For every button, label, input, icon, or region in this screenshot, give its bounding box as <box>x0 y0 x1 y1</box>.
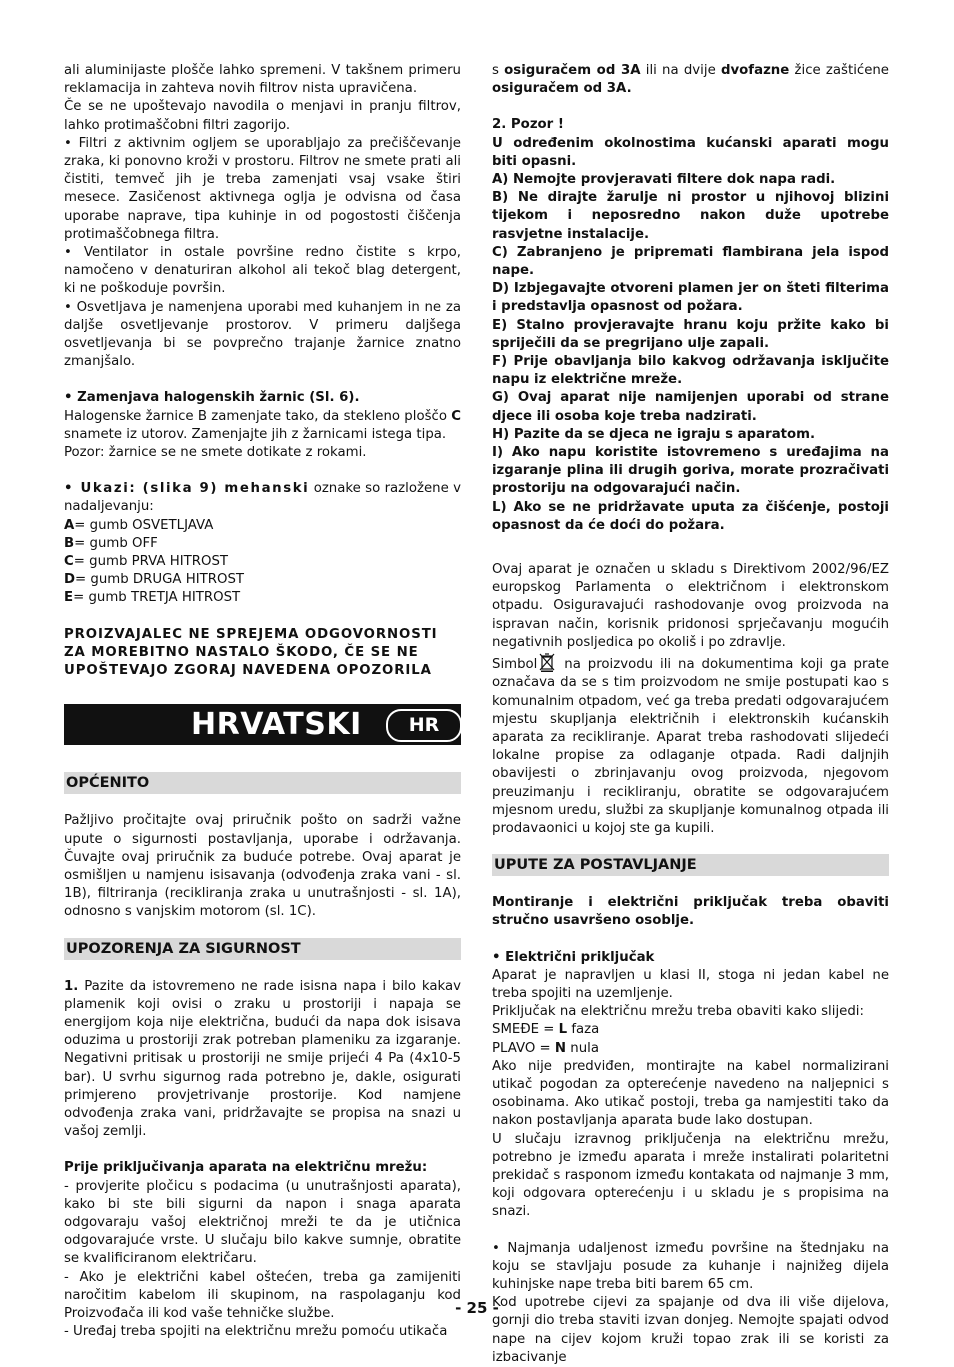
halogen-text: Halogenske žarnice B zamenjate tako, da stekleno ploščo C snamete iz utorov. Zamenjajte jih z žarnicami istega tipa. <box>64 408 461 442</box>
warning-item: B) Ne dirajte žarulje ni prostor u njihovoj blizini tijekom i neposredno nakon duže upotrebe rasvjetne instalacije. <box>492 190 889 242</box>
control-item: B= gumb OFF <box>64 535 158 551</box>
control-item: E= gumb TRETJA HITROST <box>64 590 241 606</box>
paragraph: Ako nije predviđen, montirajte na kabel normalizirani utikač pogodan za opterećenje navedeno na naljepnici s osobinama. Ako utikač postoji, treba ga namjestiti tako da nakon postavljanja aparata bude lako dostupan. <box>492 1058 889 1129</box>
left-column <box>64 62 461 1341</box>
warning-item: U određenim okolnostima kućanski aparati mogu biti opasni. <box>492 135 889 169</box>
warning-item: H) Pazite da se djeca ne igraju s aparatom. <box>492 426 816 442</box>
warning-item: E) Stalno provjeravajte hranu koju pržite kako bi spriječili da se pregrijano ulje zapali. <box>492 317 889 351</box>
install-note: Montiranje i električni priključak treba obaviti stručno usavršeno osoblje. <box>492 895 889 929</box>
controls-intro: • Ukazi: (slika 9) mehanski oznake so razložene v nadaljevanju: <box>64 481 461 515</box>
paragraph: • Filtri z aktivnim ogljem se uporabljajo za prečiščevanje zraka, ki ponovno kroži v prostoru. Filtrov ne smete prati ali čistiti, temveč jih je treba zamenjati vsaj vsake štiri mesece. Zasičenost aktivnega oglja je odvisna od časa uporabe naprave, tipa kuhinje in od pogostosti čiščenja protimaščobnega filtra. <box>64 135 461 242</box>
warning-item: A) Nemojte provjeravati filtere dok napa radi. <box>492 172 836 188</box>
weee-text: Ovaj aparat je označen u skladu s Direktivom 2002/96/EZ europskog Parlamenta o električnom i elektronskom otpadu. Osiguravajući rashodovanje ovog proizvoda na ispravan način, korisnik pridonosi sprječavanju mogućih negativnih posljedica po okoliš i po zdravlje. <box>492 562 889 650</box>
wire-brown: SMEĐE = L faza <box>492 1022 600 1038</box>
paragraph: • Najmanja udaljenost između površine na štednjaku na koju se stavljaju posude za kuhanje i najnižeg dijela kuhinjske nape treba biti barem 65 cm. <box>492 1240 889 1292</box>
warning-item: D) Izbjegavajte otvoreni plamen jer on šteti filterima i predstavlja opasnost od požara. <box>492 281 889 315</box>
language-banner <box>64 704 461 745</box>
halogen-warning: Pozor: žarnice se ne smete dotikate z rokami. <box>64 445 367 461</box>
warning-title: 2. Pozor ! <box>492 117 564 133</box>
language-badge: HR <box>386 709 462 742</box>
paragraph: • Ventilator in ostale površine redno čistite s krpo, namočeno v denaturiran alkohol ali tekoč blag detergent, ki ne poškoduje površin. <box>64 245 461 297</box>
before-connection-heading: Prije priključivanja aparata na električnu mrežu: <box>64 1160 428 1176</box>
paragraph: Aparat je napravljen u klasi II, stoga ni jedan kabel ne treba spojiti na uzemljenje. <box>492 967 889 1001</box>
paragraph: U slučaju izravnog priključenja na električnu mrežu, potrebno je između aparata i mreže instalirati polaritetni prekidač s rasponom između kontakata od najmanje 3 mm, koji odgovara opterećenju i u skladu je s propisima na snazi. <box>492 1131 889 1220</box>
paragraph: • Osvetljava je namenjena uporabi med kuhanjem in ne za daljše osvetljevanje prostorov. V primeru daljšega osvetljevanja bi se povprečno trajanje žarnice znatno zmanjšalo. <box>64 299 461 370</box>
section-general-heading: OPĆENITO <box>64 772 461 794</box>
control-item: C= gumb PRVA HITROST <box>64 554 229 570</box>
warning-item: G) Ovaj aparat nije namijenjen uporabi od strane djece ili osoba koje treba nadzirati. <box>492 390 889 424</box>
language-title: HRVATSKI <box>191 707 362 743</box>
control-item: D= gumb DRUGA HITROST <box>64 572 245 588</box>
warning-item: F) Prije obavljanja bilo kakvog održavanja isključite napu iz električne mreže. <box>492 354 889 388</box>
fuse-text: s osiguračem od 3A ili na dvije dvofazne žice zaštićene osiguračem od 3A. <box>492 63 889 97</box>
wire-blue: PLAVO = N nula <box>492 1040 599 1056</box>
page-number: - 25 - <box>455 1299 499 1317</box>
halogen-heading: • Zamenjava halogenskih žarnic (Sl. 6). <box>64 390 360 406</box>
control-item: A= gumb OSVETLJAVA <box>64 517 214 533</box>
before-connection-item: - Ako je električni kabel oštećen, treba ga zamijeniti naročitim kabelom ili skupinom, na raspolaganju kod Proizvođača ili kod vaše tehničke službe. <box>64 1269 461 1321</box>
paragraph: Priključak na električnu mrežu treba obaviti kako slijedi: <box>492 1004 864 1020</box>
electrical-heading: • Električni priključak <box>492 949 655 965</box>
warning-item: C) Zabranjeno je pripremati flambirana jela ispod nape. <box>492 244 889 279</box>
symbol-text: Simbol na proizvodu ili na dokumentima koji ga prate označava da se s tim proizvodom ne smije postupati kao s komunalnim otpadom, već ga treba predati odgovarajućem mjestu skupljanja električnih i elektronskih kućanskih aparata za recikliranje. Aparat treba rashodovati slijedeći lokalne propise za odlaganje otpada. Radi daljnjih obavijesti o zbrinjavanju ovog proizvoda, njegovom preuzimanju i recikliranju, obratite se odgovarajućem mjesnom uredu, službi za skupljanje komunalnog otpada ili prodavaonici u kojoj ste ga kupili. <box>492 652 889 838</box>
safety-text: 1. Pazite da istovremeno ne rade isisna napa i bilo kakav plamenik koji ovisi o zraku u prostoriji i napaja se energijom koja nije električna, budući da napa dok isisava oduzima u prostoriji zrak potreban plameniku za izgaranje. Negativni pritisak u prostoriji ne smije prijeći 4 Pa (4x10-5 bar). U svrhu sigurnog rada potrebno je, dakle, osigurati primjereno provjetrivanje prostorije. Kod namjene odvođenja zraka vani, pridržavajte se propisa na snazi u vašoj zemlji. <box>64 978 461 1140</box>
right-column <box>492 62 889 1367</box>
crossed-bin-icon <box>539 652 555 672</box>
paragraph: ali aluminijaste plošče lahko spremeni. V takšnem primeru reklamacija in zahteva novih filtrov nista upravičena. <box>64 63 461 97</box>
manufacturer-disclaimer: PROIZVAJALEC NE SPREJEMA ODGOVORNOSTI ZA MOREBITNO NASTALO ŠKODO, ČE SE NE UPOŠTEVAJO ZGORAJ NAVEDENA OPOZORILA <box>64 626 438 679</box>
before-connection-item: - provjerite pločicu s podacima (u unutrašnjosti aparata), kako bi ste bili sigurni da napon i snaga aparata odgovaraju vašoj električnoj mreži te da je utičnica odgovarajuće vrste. U slučaju bilo kakve sumnje, obratite se kvalificiranom električaru. <box>64 1178 461 1267</box>
section-install-heading: UPUTE ZA POSTAVLJANJE <box>492 854 889 876</box>
paragraph: Če se ne upoštevajo navodila o menjavi in pranju filtrov, lahko protimaščobni filtri zagorijo. <box>64 99 461 133</box>
section-safety-heading: UPOZORENJA ZA SIGURNOST <box>64 938 461 960</box>
general-text: Pažljivo pročitajte ovaj priručnik pošto on sadrži važne upute o sigurnosti postavljanja, uporabe i održavanja. Čuvajte ovaj priručnik za buduće potrebe. Ovaj aparat je osmišljen u namjenu isisavanja (odvođenja zraka vani - sl. 1B), filtriranja (recikliranja zraka u unutrašnjosti - sl. 1A), odnosno s vanjskim motorom (sl. 1C). <box>64 813 461 920</box>
paragraph: Kod upotrebe cijevi za spajanje od dva ili više dijelova, gornji dio treba staviti izvan donjeg. Nemojte spajati odvod nape na cijev kojom kruži topao zrak ili se koristi za izbacivanje <box>492 1295 889 1365</box>
before-connection-item: - Uređaj treba spojiti na električnu mrežu pomoću utikača <box>64 1324 448 1340</box>
warning-item: L) Ako se ne pridržavate uputa za čišćenje, postoji opasnost da će doći do požara. <box>492 499 889 533</box>
warning-item: I) Ako napu koristite istovremeno s uređajima na izgaranje plina ili drugih goriva, morate prozračivati prostoriju na odgovarajući način. <box>492 445 889 497</box>
